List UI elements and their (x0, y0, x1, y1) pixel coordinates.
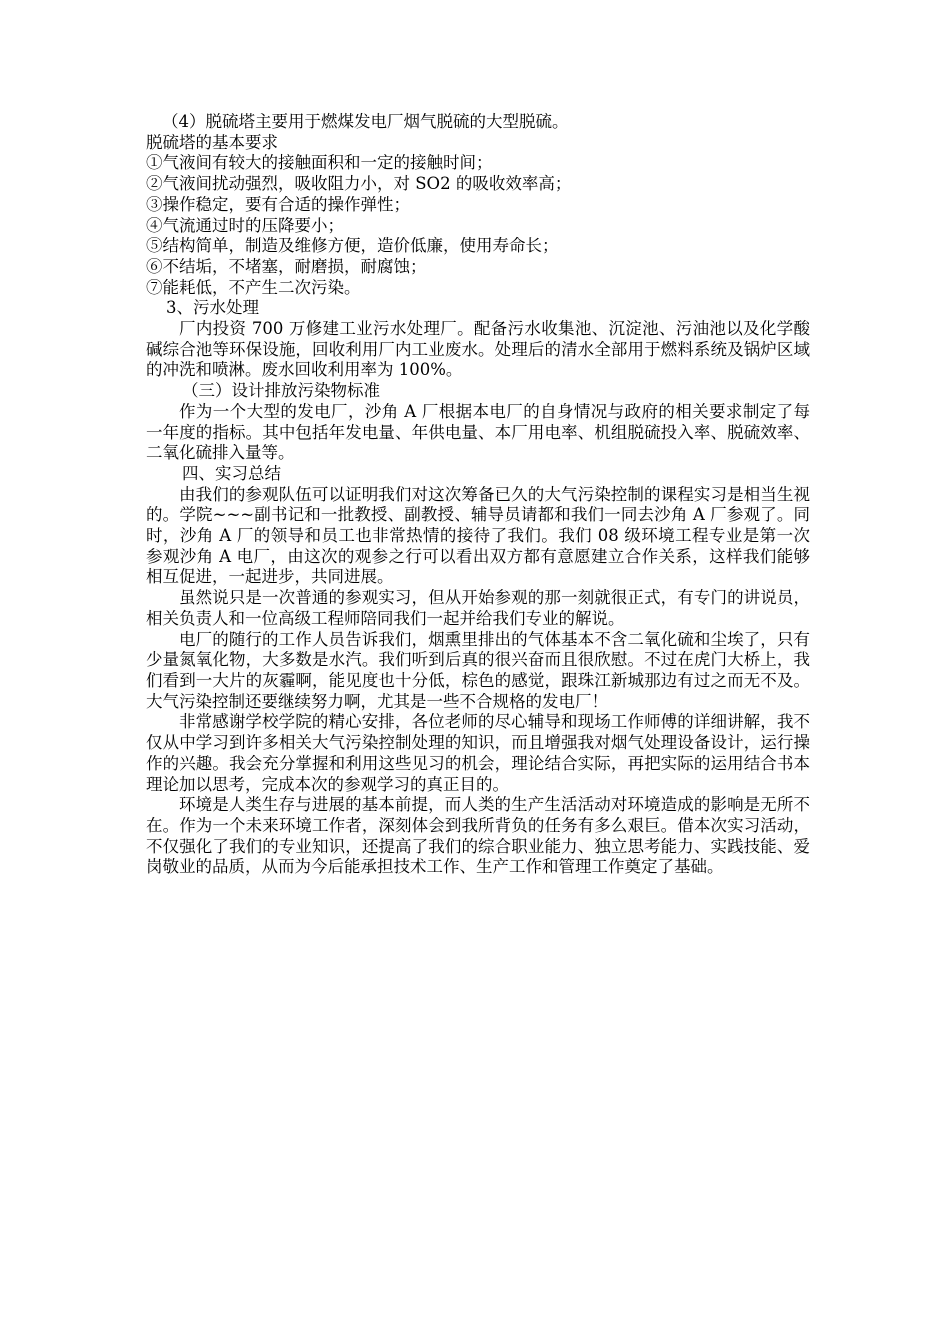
summary-paragraph-5: 环境是人类生存与进展的基本前提，而人类的生产生活活动对环境造成的影响是无所不在。作为一个未来环境工作者，深刻体会到我所背负的任务有多么艰巨。借本次实习活动，不仅强化了我们的专业知识，还提高了我们的综合职业能力、独立思考能力、实践技能、爱岗敬业的品质，从而为今后能承担技术工作、生产工作和管理工作奠定了基础。 (146, 795, 810, 877)
requirement-item-4: ④气流通过时的压降要小； (146, 215, 344, 235)
document-page (146, 112, 810, 878)
requirements-heading: 脱硫塔的基本要求 (146, 132, 278, 152)
requirement-item-5: ⑤结构简单，制造及维修方便，造价低廉，使用寿命长； (146, 236, 559, 256)
summary-paragraph-1: 由我们的参观队伍可以证明我们对这次筹备已久的大气污染控制的课程实习是相当生视的。学院~~~副书记和一批教授、副教授、辅导员请都和我们一同去沙角 A 厂参观了。同时，沙角 A 厂的领导和员工也非常热情的接待了我们。我们 08 级环境工程专业是第一次参观沙角 A 电厂，由这次的观参之行可以看出双方都有意愿建立合作关系，这样我们能够相互促进，一起进步，共同进展。 (146, 484, 810, 587)
wastewater-paragraph: 厂内投资 700 万修建工业污水处理厂。配备污水收集池、沉淀池、污油池以及化学酸碱综合池等环保设施，回收利用厂内工业废水。处理后的清水全部用于燃料系统及锅炉区域的冲洗和喷淋。废水回收利用率为 100%。 (146, 319, 810, 380)
summary-paragraph-2: 虽然说只是一次普通的参观实习，但从开始参观的那一刻就很正式，有专门的讲说员，相关负责人和一位高级工程师陪同我们一起并给我们专业的解说。 (146, 588, 810, 628)
requirement-item-3: ③操作稳定，要有合适的操作弹性； (146, 194, 410, 214)
requirement-item-7: ⑦能耗低，不产生二次污染。 (146, 277, 361, 297)
requirement-item-6: ⑥不结垢，不堵塞，耐磨损，耐腐蚀； (146, 256, 427, 276)
emission-standard-heading: （三）设计排放污染物标准 (182, 381, 380, 401)
wastewater-heading: 3、污水处理 (166, 298, 259, 318)
requirement-item-1: ①气液间有较大的接触面积和一定的接触时间； (146, 153, 493, 173)
emission-standard-paragraph: 作为一个大型的发电厂，沙角 A 厂根据本电厂的自身情况与政府的相关要求制定了每一年度的指标。其中包括年发电量、年供电量、本厂用电率、机组脱硫投入率、脱硫效率、二氧化硫排入量等。 (146, 401, 810, 463)
summary-paragraph-4: 非常感谢学校学院的精心安排，各位老师的尽心辅导和现场工作师傅的详细讲解，我不仅从中学习到许多相关大气污染控制处理的知识，而且增强我对烟气处理设备设计，运行操作的兴趣。我会充分掌握和利用这些见习的机会，理论结合实际，再把实际的运用结合书本理论加以思考，完成本次的参观学习的真正目的。 (146, 712, 810, 794)
section-4-line: （4）脱硫塔主要用于燃煤发电厂烟气脱硫的大型脱硫。 (162, 112, 569, 131)
summary-paragraph-3: 电厂的随行的工作人员告诉我们，烟熏里排出的气体基本不含二氧化硫和尘埃了，只有少量氮氧化物，大多数是水汽。我们听到后真的很兴奋而且很欣慰。不过在虎门大桥上，我们看到一大片的灰霾啊，能见度也十分低，棕色的感觉，跟珠江新城那边有过之而无不及。大气污染控制还要继续努力啊，尤其是一些不合规格的发电厂！ (146, 629, 810, 711)
requirement-item-2: ②气液间扰动强烈，吸收阻力小，对 SO2 的吸收效率高； (146, 174, 572, 194)
summary-heading: 四、实习总结 (182, 463, 281, 483)
